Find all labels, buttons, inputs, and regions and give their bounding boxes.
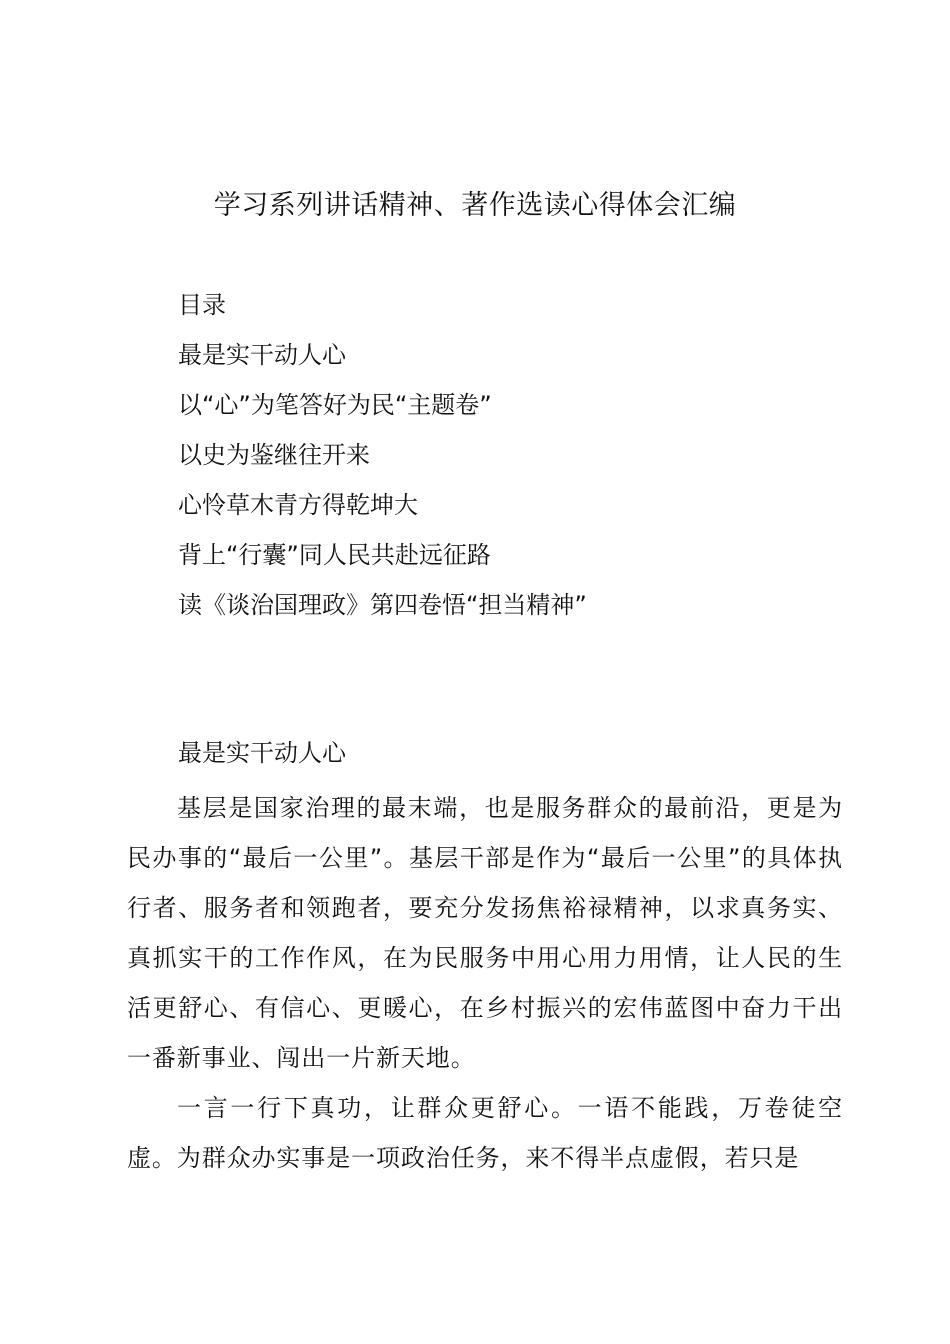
section-body [127, 783, 843, 1183]
toc-item: 最是实干动人心 [178, 341, 346, 369]
document-title: 学习系列讲话精神、著作选读心得体会汇编 [213, 190, 737, 221]
toc-item: 读《谈治国理政》第四卷悟“担当精神” [178, 591, 587, 619]
toc-item: 背上“行囊”同人民共赴远征路 [178, 541, 491, 569]
section-heading: 最是实干动人心 [178, 739, 346, 767]
toc-item: 心怜草木青方得乾坤大 [178, 491, 418, 519]
table-of-contents [178, 285, 878, 635]
toc-item: 以“心”为笔答好为民“主题卷” [178, 391, 492, 419]
body-paragraph: 一言一行下真功，让群众更舒心。一语不能践，万卷徒空虚。为群众办实事是一项政治任务，来不得半点虚假，若只是 [127, 1094, 843, 1172]
toc-item: 以史为鉴继往开来 [178, 441, 370, 469]
body-paragraph: 基层是国家治理的最末端，也是服务群众的最前沿，更是为民办事的“最后一公里”。基层干部是作为“最后一公里”的具体执行者、服务者和领跑者，要充分发扬焦裕禄精神，以求真务实、真抓实干的工作作风，在为民服务中用心用力用情，让人民的生活更舒心、有信心、更暖心，在乡村振兴的宏伟蓝图中奋力干出一番新事业、闯出一片新天地。 [127, 794, 843, 1072]
toc-heading: 目录 [178, 291, 226, 319]
